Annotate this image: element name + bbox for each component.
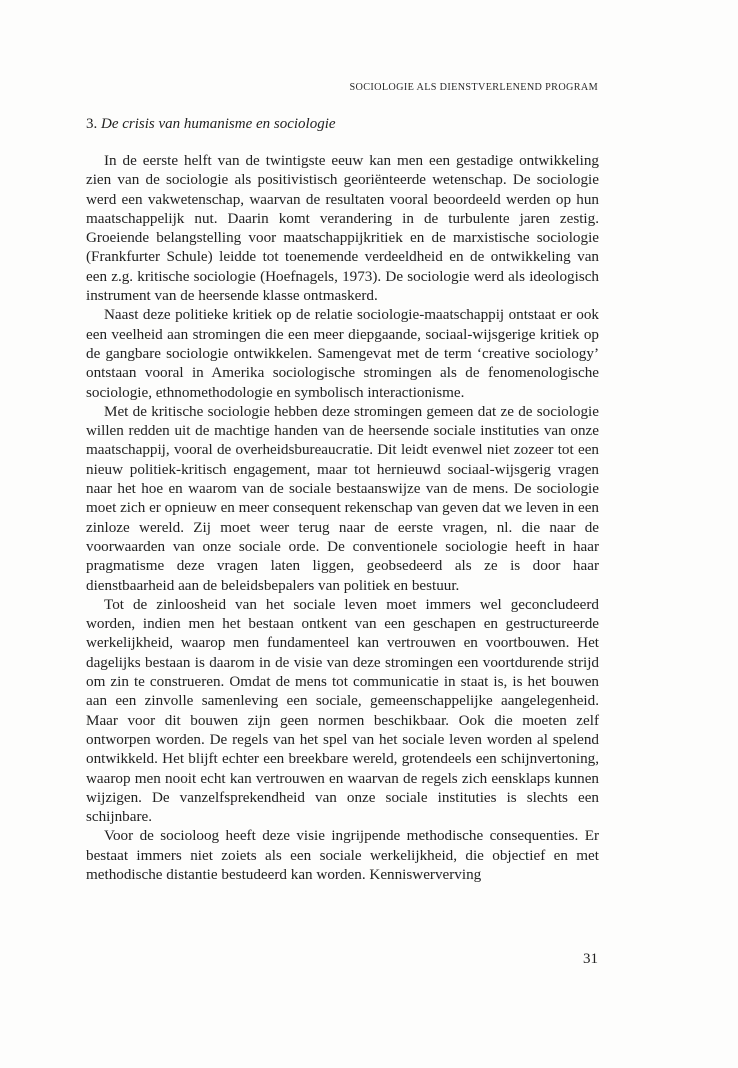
section-title: De crisis van humanisme en sociologie — [101, 116, 336, 132]
paragraph: Tot de zinloosheid van het sociale leven moet immers wel geconcludeerd worden, indien men het bestaan ontkent van een geschapen en gestructureerde werkelijkheid, waarop men fundamenteel kan vertrouwen en voortbouwen. Het dagelijks bestaan is daarom in de visie van deze stromingen een voortdurende strijd om zin te construeren. Omdat de mens tot communicatie in staat is, is het bouwen aan een zinvolle samenleving een sociale, gemeenschappelijke aangelegenheid. Maar voor dit bouwen zijn geen normen beschikbaar. Ook die moeten zelf ontworpen worden. De regels van het spel van het sociale leven worden al spelend ontwikkeld. Het blijft echter een breekbare wereld, grotendeels een schijnvertoning, waarop men nooit echt kan vertrouwen en waarvan de regels zich eensklaps kunnen wijzigen. De vanzelfsprekendheid van onze sociale instituties is slechts een schijnbare. — [86, 595, 599, 826]
body-text — [86, 151, 599, 884]
running-head: SOCIOLOGIE ALS DIENSTVERLENEND PROGRAM — [349, 82, 598, 93]
paragraph: In de eerste helft van de twintigste eeuw kan men een gestadige ontwikkeling zien van de sociologie als positivistisch georiënteerde wetenschap. De sociologie werd een vakwetenschap, waarvan de resultaten vooral beoordeeld werden op hun maatschappelijk nut. Daarin komt verandering in de turbulente jaren zestig. Groeiende belangstelling voor maatschappijkritiek en de marxistische sociologie (Frankfurter Schule) leidde tot toenemende verdeeldheid en de ontwikkeling van een z.g. kritische sociologie (Hoefnagels, 1973). De sociologie werd als ideologisch instrument van de heersende klasse ontmaskerd. — [86, 152, 599, 305]
paragraph: Voor de socioloog heeft deze visie ingrijpende methodische consequenties. Er bestaat immers niet zoiets als een sociale werkelijkheid, die objectief en met methodische distantie bestudeerd kan worden. Kenniswerverving — [86, 827, 599, 883]
paragraph: Naast deze politieke kritiek op de relatie sociologie-maatschappij ontstaat er ook een veelheid aan stromingen die een meer diepgaande, sociaal-wijsgerige kritiek op de gangbare sociologie ontwikkelen. Samengevat met de term ‘creative sociology’ ontstaan vooral in Amerika sociologische stromingen als de fenomenologische sociologie, ethnomethodologie en symbolisch interactionisme. — [86, 306, 599, 401]
section-heading — [86, 116, 606, 133]
section-number: 3. — [86, 116, 98, 132]
paragraph: Met de kritische sociologie hebben deze stromingen gemeen dat ze de sociologie willen redden uit de machtige handen van de heersende sociale instituties van onze maatschappij, vooral de overheidsbureaucratie. Dit leidt evenwel niet zozeer tot een nieuw politiek-kritisch engagement, maar tot hernieuwd sociaal-wijsgerig vragen naar het hoe en waarom van de sociale bestaanswijze van de mens. De sociologie moet zich er opnieuw en meer consequent rekenschap van geven dat we leven in een zinloze wereld. Zij moet weer terug naar de eerste vragen, nl. die naar de voorwaarden van onze sociale orde. De conventionele sociologie heeft in haar pragmatisme deze vragen laten liggen, geobsedeerd als ze is door haar dienstbaarheid aan de beleidsbepalers van politiek en bestuur. — [86, 402, 599, 594]
page-number: 31 — [583, 951, 598, 967]
